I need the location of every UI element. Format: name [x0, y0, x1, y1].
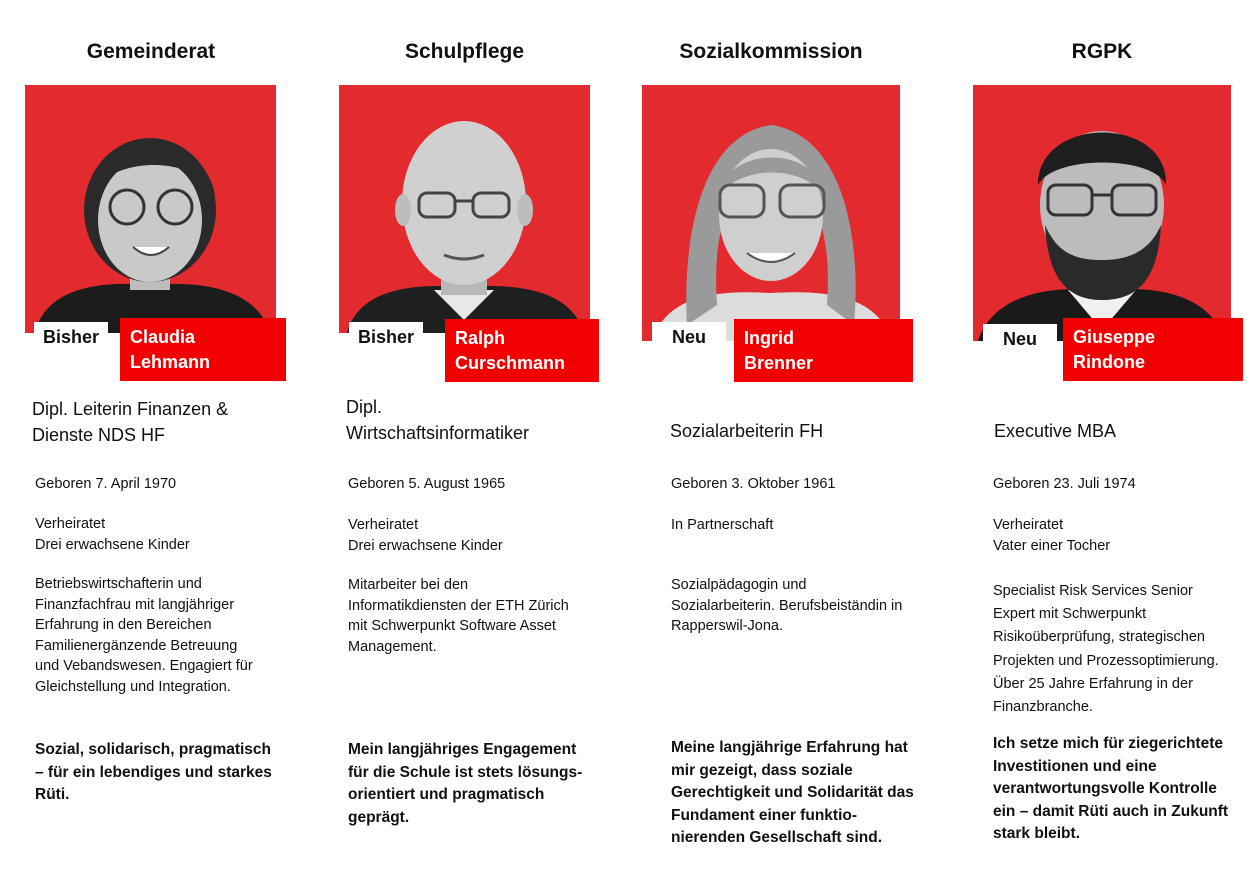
name-line: Ralph — [455, 328, 506, 348]
degree: Executive MBA — [994, 421, 1117, 441]
birth-date: Geboren 5. August 1965 — [348, 476, 506, 492]
candidate-name — [1063, 318, 1243, 381]
candidate-quote: Meine langjährige Erfahrung hat mir gezeigt, dass soziale Gerechtigkeit und Solidarität das Fundament einer funktio- nierenden Gesellschaft sind. — [671, 739, 914, 846]
candidate-photo — [973, 85, 1231, 341]
name-line: Claudia — [130, 327, 196, 347]
status-label: Neu — [983, 324, 1057, 358]
name-line: Curschmann — [455, 353, 566, 373]
candidate-quote: Sozial, solidarisch, pragmatisch – für ein lebendiges und starkes Rüti. — [35, 741, 272, 803]
candidate-quote: Mein langjähriges Engagement für die Schule ist stets lösungs- orientiert und pragmatisch geprägt. — [348, 741, 583, 826]
biography: Betriebswirtschafterin und Finanzfachfrau mit langjähriger Erfahrung in den Bereichen Familienergänzende Betreuung und Vebandswesen. Engagiert für Gleichstellung und Integration. — [35, 576, 253, 695]
name-line: Giuseppe — [1073, 327, 1156, 347]
committee-heading: Gemeinderat — [86, 40, 216, 63]
name-line: Ingrid — [744, 328, 794, 348]
degree: Dipl. Leiterin Finanzen & Dienste NDS HF — [32, 399, 229, 445]
name-line: Lehmann — [130, 352, 211, 372]
status-label: Neu — [652, 322, 726, 356]
status-label: Bisher — [349, 322, 423, 356]
degree: Dipl. Wirtschaftsinformatiker — [346, 397, 530, 443]
birth-date: Geboren 7. April 1970 — [35, 476, 177, 492]
biography: Mitarbeiter bei den Informatikdiensten der ETH Zürich mit Schwerpunkt Software Asset Management. — [348, 577, 569, 655]
committee-heading: Sozialkommission — [679, 40, 863, 63]
degree: Sozialarbeiterin FH — [670, 421, 824, 441]
status-label: Bisher — [34, 322, 108, 356]
name-line: Rindone — [1073, 352, 1145, 372]
family-status: Verheiratet Drei erwachsene Kinder — [348, 517, 503, 554]
candidate-quote: Ich setze mich für ziegerichtete Investitionen und eine verantwortungsvolle Kontrolle ein – damit Rüti auch in Zukunft stark bleibt. — [993, 735, 1229, 842]
name-line: Brenner — [744, 353, 814, 373]
family-status: In Partnerschaft — [671, 517, 774, 533]
birth-date: Geboren 23. Juli 1974 — [993, 476, 1136, 492]
biography: Specialist Risk Services Senior Expert mit Schwerpunkt Risikoüberprüfung, strategischen Projekten und Prozessoptimierung. Über 25 Jahre Erfahrung in der Finanzbranche. — [993, 583, 1219, 716]
family-status: Verheiratet Drei erwachsene Kinder — [35, 516, 190, 553]
biography: Sozialpädagogin und Sozialarbeiterin. Berufsbeiständin in Rapperswil-Jona. — [671, 577, 903, 634]
family-status: Verheiratet Vater einer Tocher — [993, 517, 1111, 554]
committee-heading: Schulpflege — [404, 40, 525, 63]
birth-date: Geboren 3. Oktober 1961 — [671, 476, 836, 492]
committee-heading: RGPK — [1071, 40, 1133, 63]
